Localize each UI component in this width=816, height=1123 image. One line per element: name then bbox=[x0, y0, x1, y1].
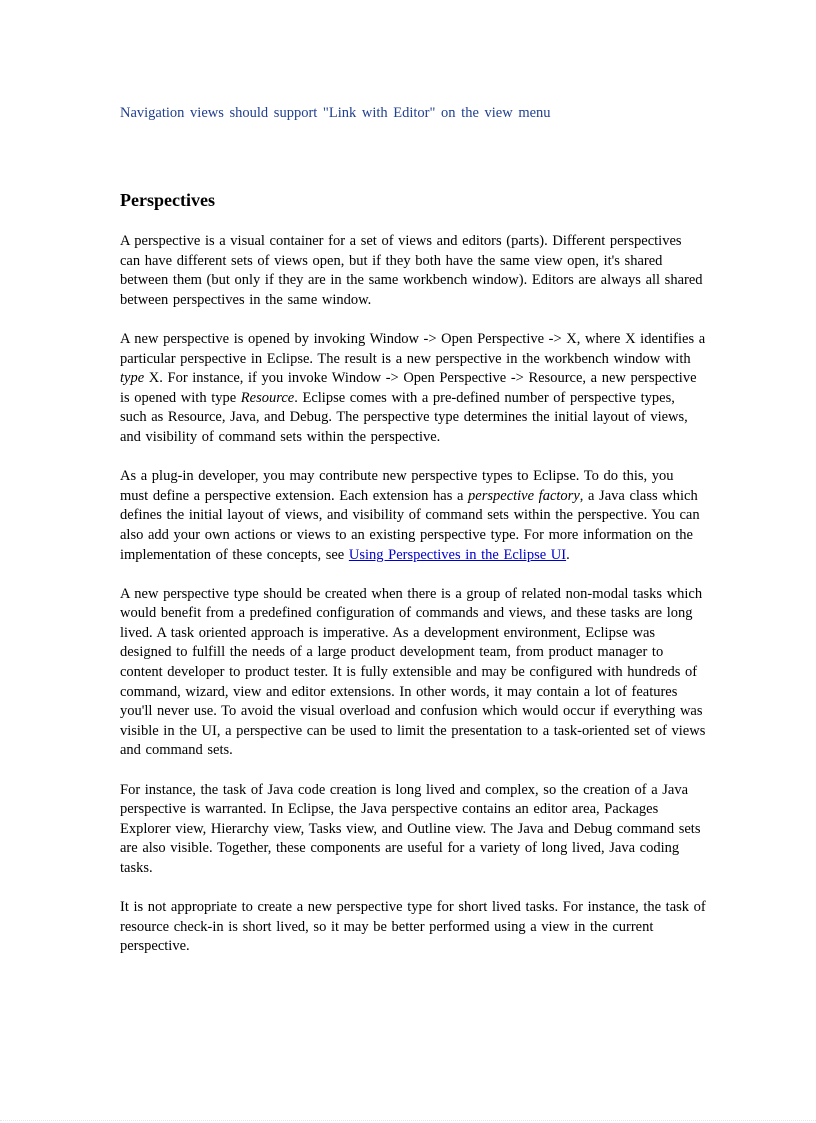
paragraph-when-to-create: A new perspective type should be created when there is a group of related non-modal tasks which would benefit from a predefined configuration of commands and views, and these tasks are long lived. A task oriented approach is imperative. As a development environment, Eclipse was designed to fulfill the needs of a large product development team, from product manager to content developer to product tester. It is fully extensible and may be configured with hundreds of command, wizard, view and editor extensions. In other words, it may contain a lot of features you'll never use. To avoid the visual overload and confusion which would occur if everything was visible in the UI, a perspective can be used to limit the presentation to a task-oriented set of views and command sets. bbox=[120, 585, 706, 759]
italic-term-factory: perspective factory bbox=[468, 487, 580, 504]
italic-term-type: type bbox=[120, 370, 145, 387]
italic-term-resource: Resource bbox=[240, 389, 295, 406]
text-run: . bbox=[566, 546, 570, 563]
paragraph-java-example: For instance, the task of Java code creation is long lived and complex, so the creation of a Java perspective is warranted. In Eclipse, the Java perspective contains an editor area, Packages Explorer view, Hierarchy view, Tasks view, and Outline view. The Java and Debug command sets are also visible. Together, these components are useful for a variety of long lived, Java coding tasks. bbox=[120, 781, 701, 876]
paragraph-opening bbox=[120, 330, 706, 448]
paragraph-short-lived: It is not appropriate to create a new perspective type for short lived tasks. For instance, the task of resource check-in is short lived, so it may be better performed using a view in the current perspective. bbox=[120, 899, 706, 955]
document-page bbox=[120, 104, 706, 957]
guideline-text: Navigation views should support "Link with Editor" on the view menu bbox=[120, 105, 551, 121]
text-run: . Eclipse comes with a pre-defined number of perspective types, such as Resource, Java, and Debug. The perspective type determines the initial layout of views, and visibility of command sets within the perspective. bbox=[120, 389, 688, 445]
text-run: As a plug-in developer, you may contribute new perspective types to Eclipse. To do this, you must define a perspective extension. Each extension has a bbox=[120, 468, 674, 504]
text-run: A new perspective is opened by invoking Window -> Open Perspective -> X, where X identifies a particular perspective in Eclipse. The result is a new perspective in the workbench window with bbox=[120, 330, 706, 367]
page-bottom-divider bbox=[0, 1120, 816, 1122]
text-run: , a Java class which defines the initial layout of views, and visibility of command sets within the perspective. You can also add your own actions or views to an existing perspective type. For more information on the implementation of these concepts, see bbox=[120, 487, 700, 563]
section-heading: Perspectives bbox=[120, 190, 215, 210]
paragraph-plugin-developer bbox=[120, 467, 706, 565]
using-perspectives-link[interactable]: Using Perspectives in the Eclipse UI bbox=[348, 546, 567, 563]
paragraph-definition: A perspective is a visual container for a set of views and editors (parts). Different perspectives can have different sets of views open, but if they both have the same view open, it's shared between them (but only if they are in the same workbench window). Editors are always all shared between perspectives in the same window. bbox=[120, 233, 703, 308]
text-run: X. For instance, if you invoke Window -> Open Perspective -> Resource, a new perspective is opened with type bbox=[120, 370, 697, 406]
